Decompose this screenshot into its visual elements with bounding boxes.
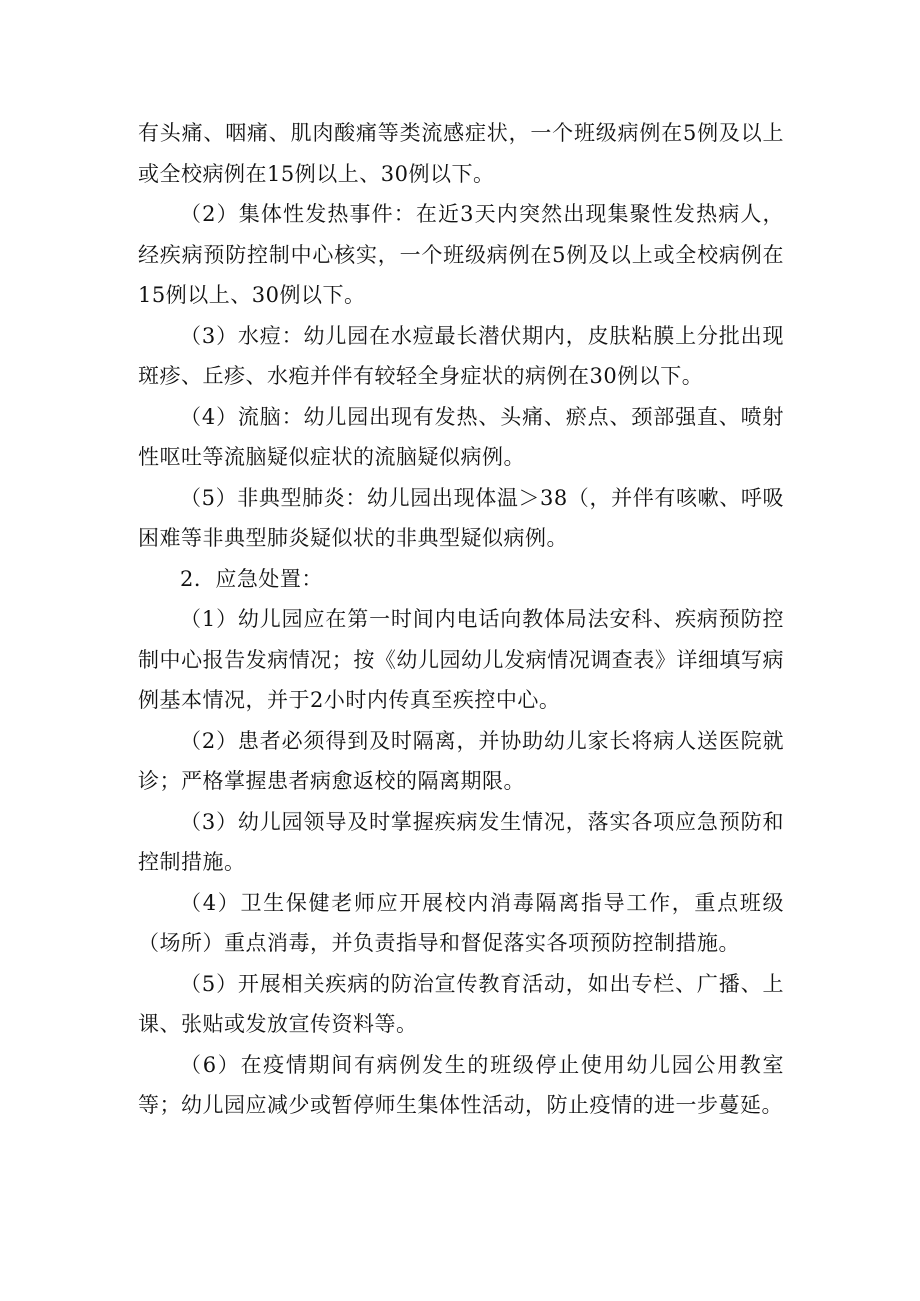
paragraph-education: （5）开展相关疾病的防治宣传教育活动，如出专栏、广播、上课、张贴或发放宣传资料等。 bbox=[138, 971, 784, 1036]
paragraph-continuation: 有头痛、咽痛、肌肉酸痛等类流感症状，一个班级病例在5例及以上或全校病例在15例以上、30例以下。 bbox=[138, 121, 784, 186]
paragraph-chickenpox: （3）水痘：幼儿园在水痘最长潜伏期内，皮肤粘膜上分批出现斑疹、丘疹、水疱并伴有较轻全身症状的病例在30例以下。 bbox=[138, 323, 784, 388]
paragraph-meningitis: （4）流脑：幼儿园出现有发热、头痛、瘀点、颈部强直、喷射性呕吐等流脑疑似症状的流脑疑似病例。 bbox=[138, 404, 784, 469]
section-heading-emergency: 2．应急处置： bbox=[180, 566, 323, 591]
paragraph-leadership: （3）幼儿园领导及时掌握疾病发生情况，落实各项应急预防和控制措施。 bbox=[138, 809, 784, 874]
paragraph-suspension: （6）在疫情期间有病例发生的班级停止使用幼儿园公用教室等；幼儿园应减少或暂停师生集体性活动，防止疫情的进一步蔓延。 bbox=[138, 1052, 784, 1117]
paragraph-fever-event: （2）集体性发热事件：在近3天内突然出现集聚性发热病人，经疾病预防控制中心核实，一个班级病例在5例及以上或全校病例在15例以上、30例以下。 bbox=[138, 202, 784, 307]
paragraph-sars: （5）非典型肺炎：幼儿园出现体温＞38（，并伴有咳嗽、呼吸困难等非典型肺炎疑似状的非典型疑似病例。 bbox=[138, 485, 784, 550]
paragraph-isolation: （2）患者必须得到及时隔离，并协助幼儿家长将病人送医院就诊；严格掌握患者病愈返校的隔离期限。 bbox=[138, 728, 784, 793]
paragraph-report: （1）幼儿园应在第一时间内电话向教体局法安科、疾病预防控制中心报告发病情况；按《幼儿园幼儿发病情况调查表》详细填写病例基本情况，并于2小时内传真至疾控中心。 bbox=[138, 607, 784, 712]
document-body bbox=[138, 113, 784, 1126]
paragraph-disinfection: （4）卫生保健老师应开展校内消毒隔离指导工作，重点班级（场所）重点消毒，并负责指导和督促落实各项预防控制措施。 bbox=[138, 890, 784, 955]
